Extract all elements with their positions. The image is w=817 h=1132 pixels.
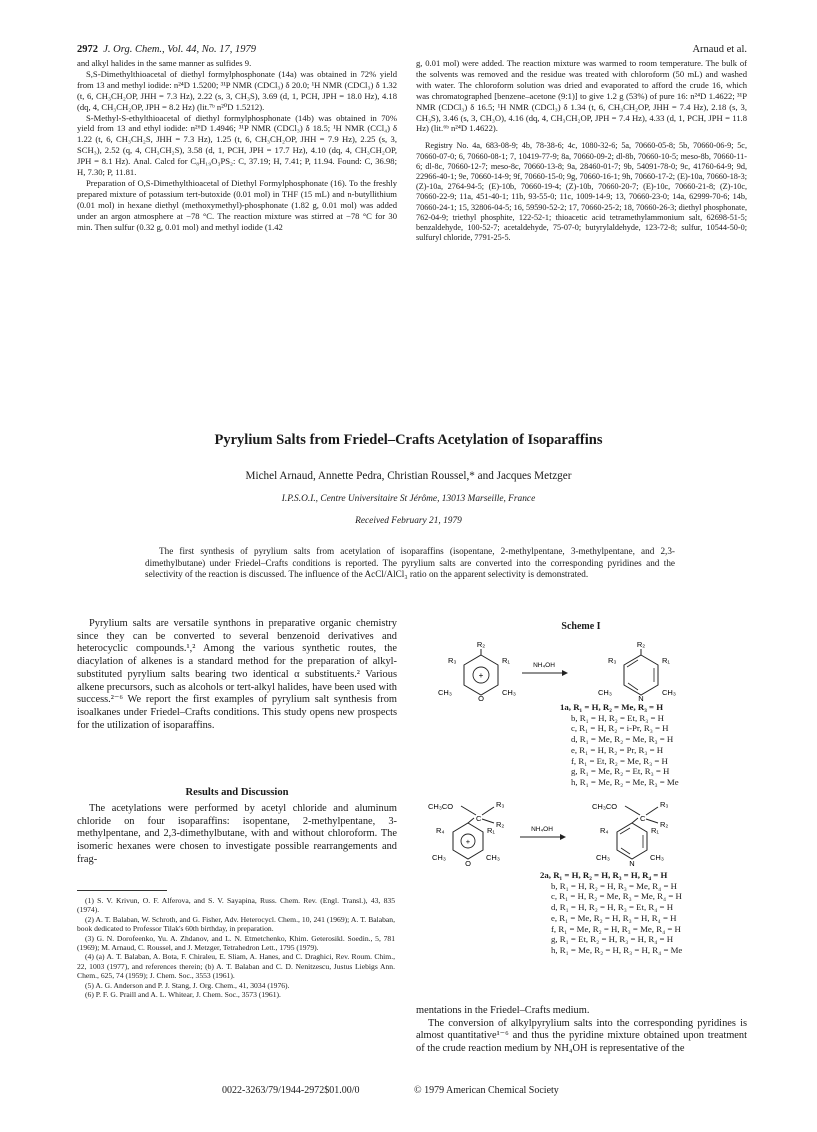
received-date: Received February 21, 1979 xyxy=(355,516,462,526)
results-paragraph: The acetylations were performed by acetyl chloride and aluminum chloride on four isoparaffins: isopentane, 2-methylpentane, 3-methylpentane, and 2,3-dimethylbutane, with and without chloroform. The isomeric hexanes were chosen to investigate possible rearrangements and frag- xyxy=(77,803,397,865)
label-r3: R₃ xyxy=(496,800,505,809)
pyridine-ring xyxy=(624,655,658,695)
reference: (2) A. T. Balaban, W. Schroth, and G. Fisher, Adv. Heterocycl. Chem., 10, 241 (1969); A. T. Balaban, book dedicated to Professor Tilak's 60th birthday, in preparation. xyxy=(77,914,395,934)
bond xyxy=(625,806,640,815)
compound-entry: b, R₁ = H, R₂ = Et, R₃ = H xyxy=(571,712,664,723)
compound-entry: e, R₁ = Me, R₂ = H, R₃ = H, R₄ = H xyxy=(551,912,677,923)
article-code: 0022-3263/79/1944-2972$01.00/0 xyxy=(222,1085,360,1096)
label-ch3-right: CH₃ xyxy=(486,853,500,862)
article-title: Pyrylium Salts from Friedel–Crafts Acetylation of Isoparaffins xyxy=(214,432,603,448)
abstract: The first synthesis of pyrylium salts from acetylation of isoparaffins (isopentane, 2-methylpentane, 3-methylpentane, and 2,3-dimethylbutane) under Friedel–Crafts conditions is reported. The pyrylium salts are converted into the corresponding pyridines and the selectivity of the reaction is discussed. The influence of the AcCl/AlCl₃ ratio on the apparent selectivity is demonstrated. xyxy=(145,546,675,580)
results-section xyxy=(77,803,397,867)
ring-nitrogen: N xyxy=(638,694,644,703)
body-paragraph: The conversion of alkylpyrylium salts into the corresponding pyridines is almost quantitative¹⁻⁶ and thus the pyridine mixture obtained upon treatment of the crude reaction medium by NH₄OH is representative of the xyxy=(416,1017,747,1055)
compound-entry: 2a, R₁ = H, R₂ = H, R₃ = H, R₄ = H xyxy=(540,870,668,880)
label-ch3co: CH₃CO xyxy=(428,802,454,811)
label-r4: R₄ xyxy=(600,826,609,835)
reference: (3) G. N. Dorofeenko, Yu. A. Zhdanov, and L. N. Etmetchenko, Khim. Geterosikl. Soedin., 5, 781 (1969); M. Arnaud, C. Roussel, and J. Metzger, Tetrahedron Lett., 1795 (1979). xyxy=(77,933,395,953)
label-r2: R₂ xyxy=(636,640,646,649)
label-r1: R₁ xyxy=(487,826,495,835)
bond xyxy=(632,818,638,823)
compound-entry: c, R₁ = H, R₂ = i-Pr, R₃ = H xyxy=(571,723,669,734)
compound-entry: 1a, R₁ = H, R₂ = Me, R₃ = H xyxy=(560,702,664,712)
registry-numbers: Registry No. 4a, 683-08-9; 4b, 78-38-6; 4c, 1080-32-6; 5a, 70660-05-8; 5b, 70660-06-9; 5c, 70660-07-0; 6, 70660-08-1; 7, 10419-77-9; 8a, 70660-09-2; dl-8b, 70660-10-5; meso-8b, 70660-11-6; dl-8c, 70660-12-7; meso-8c, 70660-13-8; 9a, 28460-01-7; 9b, 54091-78-0; 9c, 41760-64-9; 9d, 22966-40-1; 9e, 70660-14-9; 9f, 70660-15-0; 9g, 70660-16-1; 9h, 70660-17-2; (E)-10a, 70660-18-3; (Z)-10a, 2764-94-5; (E)-10b, 70660-19-4; (Z)-10b, 70660-20-7; (E)-10c, 70660-21-8; (Z)-10c, 70660-22-9; 11a, 451-40-1; 11b, 93-55-0; 11c, 1009-14-9; 13, 70660-23-0; 14a, 62999-70-6; 14b, 70660-24-1; 15, 32806-04-5; 16, 59590-52-2; 17, 70660-25-2; 18, 70660-26-3; diethyl phosphonate, 762-04-9; triethyl phosphite, 122-52-1; thioacetic acid tetramethylammonium salt, 62698-51-5; benzaldehyde, 100-52-7; acetaldehyde, 75-07-0; butyrylaldehyde, 123-72-8; sulfur, 10544-50-0; sulfuryl chloride, 7791-25-5. xyxy=(416,141,747,243)
label-r1: R₁ xyxy=(502,656,510,665)
label-r3: R₃ xyxy=(448,656,457,665)
references xyxy=(77,896,395,999)
label-r4: R₄ xyxy=(436,826,445,835)
reference: (6) P. F. G. Praill and A. L. Whitear, J. Chem. Soc., 3573 (1961). xyxy=(85,990,281,1000)
compound-entry: f, R₁ = Me, R₂ = H, R₃ = Me, R₄ = H xyxy=(551,923,681,934)
arrow-head xyxy=(560,834,566,840)
intro-paragraph: Pyrylium salts are versatile synthons in preparative organic chemistry since they can be converted to several benzenoid derivatives and heterocyclic compounds.¹,² Among the various synthetic routes, the diacylation of alkenes is a standard method for the preparation of alkyl-substituted pyrylium salts bearing two identical α substituents.² Various alkene precursors, such as alcohols or tert-alkyl halides, have been used with success.²⁻⁶ We report the first examples of pyrylium salt synthesis from isoalkanes under Friedel–Crafts conditions. This study opens new prospects for the utilization of isoparaffins. xyxy=(77,618,397,731)
label-ch3-left: CH₃ xyxy=(438,688,452,697)
prev-article-left-column xyxy=(77,58,397,233)
compound-entry: e, R₁ = H, R₂ = Pr, R₃ = H xyxy=(571,744,664,755)
arrow-head xyxy=(562,670,568,676)
page-number: 2972 xyxy=(77,44,98,55)
double-bond xyxy=(627,660,638,667)
double-bond xyxy=(628,683,638,690)
right-column-continuation xyxy=(416,1005,747,1056)
compound-entry: b, R₁ = H, R₂ = H, R₃ = Me, R₄ = H xyxy=(551,880,677,891)
reagent-label: NH₄OH xyxy=(531,826,553,833)
affiliation: I.P.S.O.I., Centre Universitaire St Jérôme, 13013 Marseille, France xyxy=(281,494,536,504)
results-heading: Results and Discussion xyxy=(185,787,289,798)
compound-list-1 xyxy=(560,702,760,788)
label-r2: R₂ xyxy=(660,820,669,829)
prev-article-right-column xyxy=(416,58,747,243)
reference: (4) (a) A. T. Balaban, A. Bota, F. Chiraleu, E. Sliam, A. Hanes, and C. Draghici, Rev. Roum. Chim., 22, 1003 (1977), and references therein; (b) A. T. Balaban and C. D. Nenitzescu, Justus Liebigs Ann. Chem., 625, 74 (1959); J. Chem. Soc., 3553 (1961). xyxy=(77,952,395,981)
label-r2: R₂ xyxy=(476,640,486,649)
running-author: Arnaud et al. xyxy=(692,44,747,55)
reagent-label: NH₄OH xyxy=(533,662,555,669)
prev-paragraph: Preparation of O,S-Dimethylthioacetal of Diethyl Formylphosphonate (16). To the freshly prepared mixture of potassium tert-butoxide (0.01 mol) in THF (15 mL) and n-butyllithium (0.01 mol) in hexane diethyl (methoxymethyl)-phosphonate (1.82 g, 0.01 mol) was added under an argon atmosphere at −78 °C. The reaction mixture was stirred at −78 °C for 30 min. Then sulfur (0.32 g, 0.01 mol) and methyl iodide (1.42 xyxy=(77,177,397,232)
footnote-rule xyxy=(77,890,167,891)
prev-paragraph: and alkyl halides in the same manner as sulfides 9. xyxy=(77,58,252,68)
bond xyxy=(461,806,476,815)
bond xyxy=(482,819,494,823)
ring-nitrogen: N xyxy=(629,859,635,868)
label-r1: R₁ xyxy=(662,656,670,665)
compound-entry: h, R₁ = Me, R₂ = Me, R₃ = Me xyxy=(571,776,679,787)
label-ch3co: CH₃CO xyxy=(592,802,618,811)
label-r2: R₂ xyxy=(496,820,505,829)
label-c: C xyxy=(476,814,482,823)
compound-entry: c, R₁ = H, R₂ = Me, R₃ = Me, R₄ = H xyxy=(551,891,682,902)
prev-paragraph: S,S-Dimethylthioacetal of diethyl formylphosphonate (14a) was obtained in 72% yield from 13 and methyl iodide: n²⁴D 1.5200; ³¹P NMR (CDCl₃) δ 20.0; ¹H NMR (CDCl₃) δ 1.32 (t, 6, CH₃CH₂OP, JHH = 7.3 Hz), 2.22 (s, 3, CH₃S), 3.69 (d, 1, PCH, JPH = 18.0 Hz), 4.18 (dq, 4, CH₃CH₂OP, JPH = 8.2 Hz) (lit.⁷ᵇ n²⁰D 1.5212). xyxy=(77,68,397,112)
compound-list-2 xyxy=(540,870,740,956)
scheme-part-1 xyxy=(416,633,746,703)
label-ch3-right: CH₃ xyxy=(650,853,664,862)
compound-entry: d, R₁ = H, R₂ = H, R₃ = Et, R₄ = H xyxy=(551,902,674,913)
compound-entry: g, R₁ = Me, R₂ = Et, R₃ = H xyxy=(571,766,670,777)
compound-entry: d, R₁ = Me, R₂ = Me, R₃ = H xyxy=(571,734,674,745)
body-paragraph: mentations in the Friedel–Crafts medium. xyxy=(416,1005,590,1016)
label-r1: R₁ xyxy=(651,826,659,835)
label-ch3-left: CH₃ xyxy=(596,853,610,862)
bond xyxy=(646,807,658,815)
compound-entry: g, R₁ = Et, R₂ = H, R₃ = H, R₄ = H xyxy=(551,934,674,945)
bond xyxy=(468,818,474,823)
compound-entry: h, R₁ = Me, R₂ = H, R₃ = H, R₄ = Me xyxy=(551,944,683,955)
plus-sign: + xyxy=(465,837,471,846)
ring-oxygen: O xyxy=(478,694,484,703)
reference: (5) A. G. Anderson and P. J. Stang, J. Org. Chem., 41, 3034 (1976). xyxy=(85,980,290,990)
prev-paragraph: S-Methyl-S-ethylthioacetal of diethyl formylphosphonate (14b) was obtained in 70% yield from 13 and ethyl iodide: n²⁶D 1.4946; ³¹P NMR (CDCl₃) δ 18.5; ¹H NMR (CCl₄) δ 1.22 (t, 6, CH₃CH₂S, JHH = 7.3 Hz), 1.25 (t, 6, CH₃CH₂OP, JHH = 7.9 Hz), 2.25 (s, 3, SCH₃), 2.52 (q, 4, CH₃CH₂S), 3.58 (d, 1, PCH, JPH = 17.7 Hz), 4.10 (dq, 4, CH₃CH₂OP, JPH = 8.1 Hz). Anal. Calcd for C₈H₁₉O₃PS₂: C, 37.19; H, 7.41; P, 11.94. Found: C, 36.98; H, 7.30; P, 11.81. xyxy=(77,112,397,178)
copyright: © 1979 American Chemical Society xyxy=(414,1085,559,1096)
authors: Michel Arnaud, Annette Pedra, Christian Roussel,* and Jacques Metzger xyxy=(245,470,572,482)
plus-sign: + xyxy=(478,671,484,680)
label-r3: R₃ xyxy=(660,800,669,809)
bond xyxy=(646,819,658,823)
bond xyxy=(482,807,494,815)
pyridine-ring xyxy=(617,823,647,859)
running-header xyxy=(77,44,256,55)
label-ch3-right: CH₃ xyxy=(662,688,676,697)
label-ch3-left: CH₃ xyxy=(432,853,446,862)
scheme-part-2 xyxy=(416,793,746,868)
prev-paragraph: g, 0.01 mol) were added. The reaction mixture was warmed to room temperature. The bulk of the solvents was removed and the residue was treated with chloroform (50 mL) and washed with water. The chloroform solution was dried and evaporated to afford the crude 16, which was chromatographed [benzene–acetone (9:1)] to give 1.2 g (53%) of pure 16: n²⁴D 1.4622; ³¹P NMR (CDCl₃) δ 16.5; ¹H NMR (CDCl₃) δ 1.34 (t, 6, CH₃CH₂OP, JHH = 7.4 Hz), 2.18 (s, 3, CH₃S), 3.46 (s, 3, CH₃O), 4.16 (dq, 4, CH₃CH₂OP, JPH = 7.4 Hz), 4.33 (d, 1, PCH, JPH = 11.8 Hz) (lit.⁶ᵇ n²⁴D 1.4622). xyxy=(416,58,747,134)
journal-citation: J. Org. Chem., Vol. 44, No. 17, 1979 xyxy=(103,44,256,55)
reference: (1) S. V. Krivun, O. F. Alferova, and S. V. Sayapina, Russ. Chem. Rev. (Engl. Transl.), 43, 835 (1974). xyxy=(77,896,395,915)
label-c: C xyxy=(640,814,646,823)
ring-oxygen: O xyxy=(465,859,471,868)
compound-entry: f, R₁ = Et, R₂ = Me, R₃ = H xyxy=(571,755,668,766)
label-ch3-left: CH₃ xyxy=(598,688,612,697)
scheme-title: Scheme I xyxy=(561,621,601,632)
introduction xyxy=(77,618,397,732)
label-ch3-right: CH₃ xyxy=(502,688,516,697)
label-r3: R₃ xyxy=(608,656,617,665)
